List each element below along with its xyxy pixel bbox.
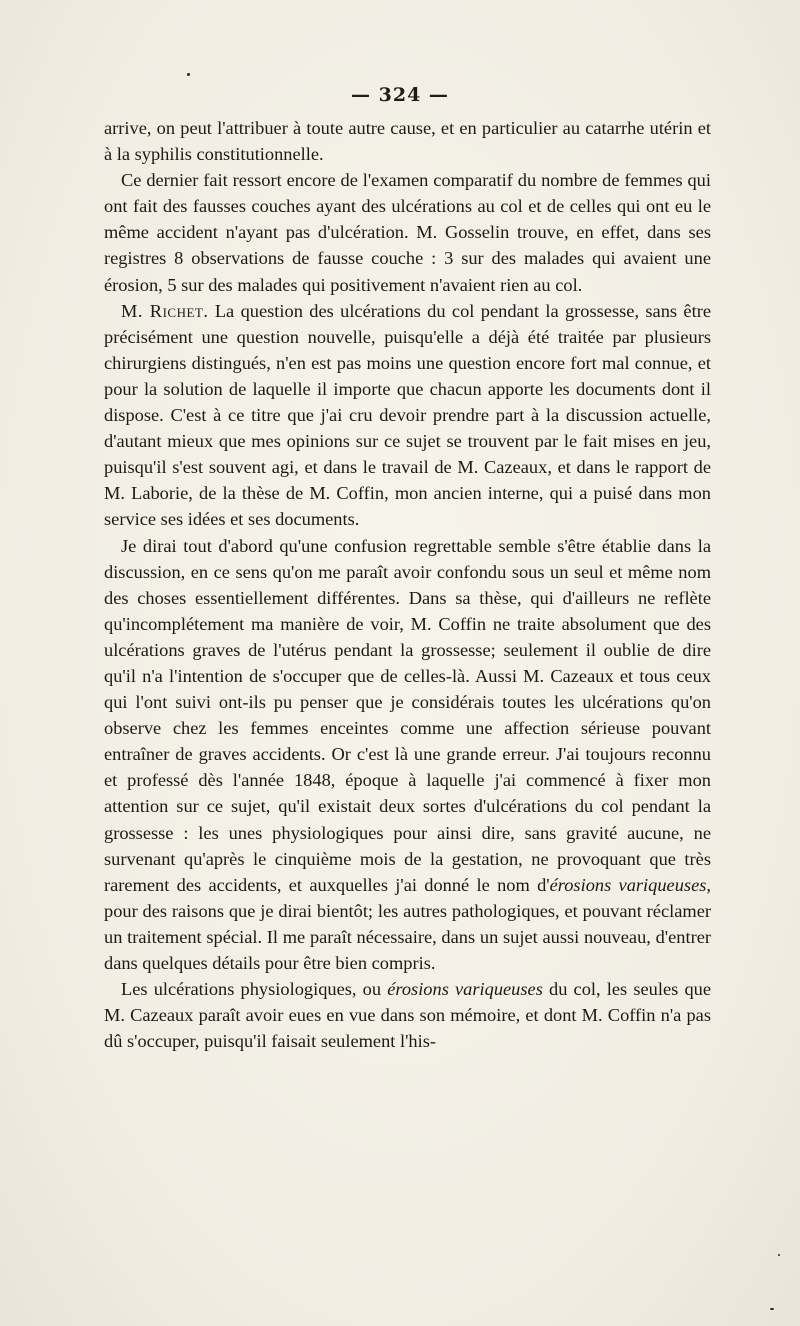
- paragraph-5: [104, 976, 711, 1054]
- paragraph-3: [104, 298, 711, 533]
- paragraph-5-text-before: Les ulcérations physiologiques, ou: [121, 979, 388, 1000]
- ink-speck: [778, 1254, 780, 1256]
- paragraph-4-text-before: Je dirai tout d'abord qu'une confusion regrettable semble s'être établie dans la discussion, en ce sens qu'on me paraît avoir confondu sous un seul et même nom des choses essentiellement différentes. Dans sa thèse, qui d'ailleurs ne reflète qu'incomplétement ma manière de voir, M. Coffin ne traite absolument que des ulcérations graves de l'utérus pendant la grossesse; seulement il oublie de dire qu'il n'a l'intention de s'occuper que de celles-là. Aussi M. Cazeaux et tous ceux qui l'ont suivi ont-ils pu penser que je considérais toutes les ulcérations qu'on observe chez les femmes enceintes comme une affection sérieuse pouvant entraîner de graves accidents. Or c'est là une grande erreur. J'ai toujours reconnu et professé dès l'année 1848, époque à laquelle j'ai commencé à fixer mon attention sur ce sujet, qu'il existait deux sortes d'ulcérations du col pendant la grossesse : les unes physiologiques pour ainsi dire, sans gravité aucune, ne survenant qu'après le cinquième mois de la gestation, ne provoquant que très rarement des accidents, et auxquelles j'ai donné le nom d': [104, 535, 711, 895]
- ink-speck: [187, 73, 190, 76]
- speaker-name: M. Richet.: [121, 300, 209, 321]
- body-text: [104, 115, 711, 1054]
- paragraph-5-emphasis: érosions variqueuses: [387, 979, 543, 1000]
- page-number: — 324 —: [351, 84, 449, 106]
- paragraph-4: [104, 533, 711, 977]
- paragraph-4-text-after: , pour des raisons que je dirai bientôt; les autres pathologiques, et pouvant réclamer un traitement spécial. Il me paraît nécessaire, dans un sujet aussi nouveau, d'entrer dans quelques détails pour être bien compris.: [104, 874, 711, 973]
- paragraph-4-emphasis: érosions variqueuses: [549, 874, 707, 895]
- paragraph-5-text-after: du col, les seules que M. Cazeaux paraît avoir eues en vue dans son mémoire, et dont M. Coffin n'a pas dû s'occuper, puisqu'il faisait seulement l'his-: [104, 979, 712, 1052]
- paragraph-3-text: La question des ulcérations du col pendant la grossesse, sans être précisément une question nouvelle, puisqu'elle a déjà été traitée par plusieurs chirurgiens distingués, n'en est pas moins une question encore fort mal connue, et pour la solution de laquelle il importe que chacun apporte les documents dont il dispose. C'est à ce titre que j'ai cru devoir prendre part à la discussion actuelle, d'autant mieux que mes opinions sur ce sujet se trouvent par le fait mises en jeu, puisqu'il s'est souvent agi, et dans le travail de M. Cazeaux, et dans le rapport de M. Laborie, de la thèse de M. Coffin, mon ancien interne, qui a puisé dans mon service ses idées et ses documents.: [104, 300, 711, 530]
- paragraph-1: arrive, on peut l'attribuer à toute autre cause, et en particulier au catarrhe utérin et à la syphilis constitutionnelle.: [104, 118, 711, 165]
- paragraph-2: Ce dernier fait ressort encore de l'examen comparatif du nombre de femmes qui ont fait des fausses couches ayant des ulcérations au col et de celles qui ont eu le même accident n'ayant pas d'ulcération. M. Gosselin trouve, en effet, dans ses registres 8 observations de fausse couche : 3 sur des malades qui avaient une érosion, 5 sur des malades qui positivement n'avaient rien au col.: [104, 170, 711, 295]
- ink-speck: [770, 1308, 774, 1310]
